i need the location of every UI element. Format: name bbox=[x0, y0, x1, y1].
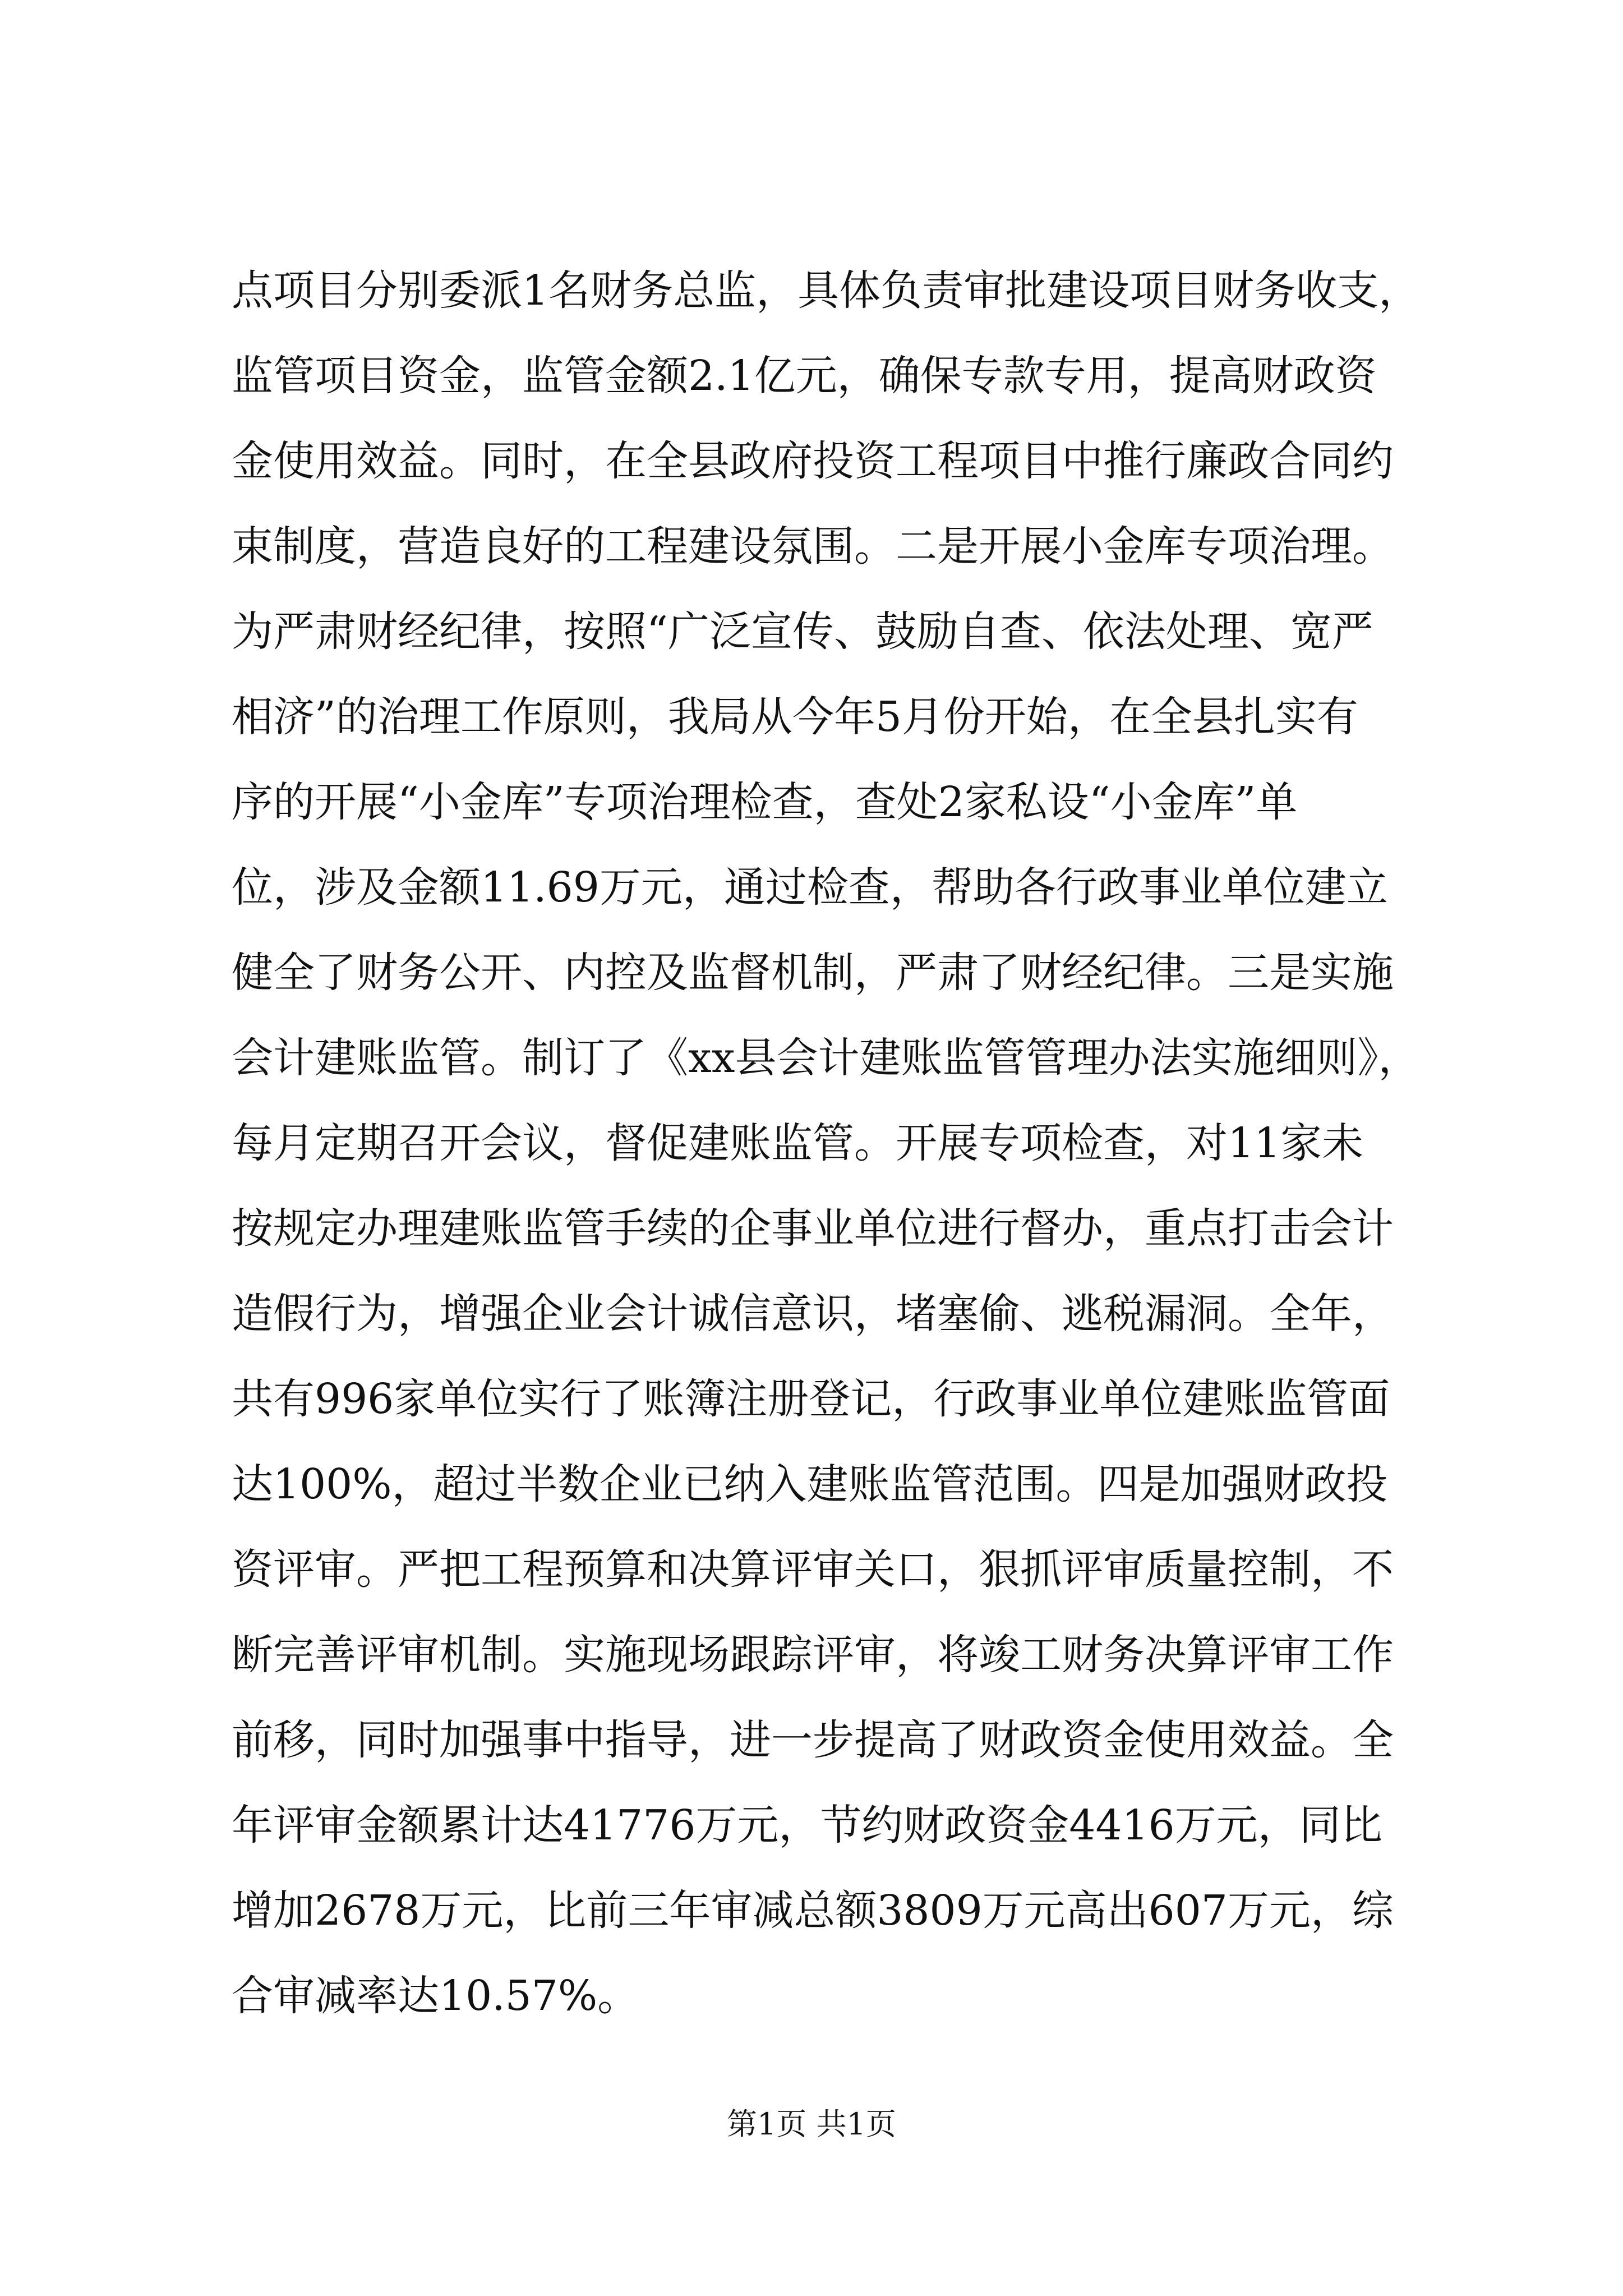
text-line: 合审减率达10.57%。 bbox=[232, 1972, 639, 2020]
text-line: 共有996家单位实行了账簿注册登记，行政事业单位建账监管面 bbox=[232, 1375, 1390, 1423]
text-line: 前移，同时加强事中指导，进一步提高了财政资金使用效益。全 bbox=[232, 1716, 1394, 1764]
text-line: 健全了财务公开、内控及监督机制，严肃了财经纪律。三是实施 bbox=[232, 949, 1394, 997]
text-line: 为严肃财经纪律，按照“广泛宣传、鼓励自查、依法处理、宽严 bbox=[232, 608, 1373, 656]
text-line: 束制度，营造良好的工程建设氛围。二是开展小金库专项治理。 bbox=[232, 522, 1394, 570]
text-line: 断完善评审机制。实施现场跟踪评审，将竣工财务决算评审工作 bbox=[232, 1631, 1394, 1679]
text-line: 会计建账监管。制订了《xx县会计建账监管管理办法实施细则》， bbox=[232, 1034, 1420, 1082]
text-line: 年评审金额累计达41776万元，节约财政资金4416万元，同比 bbox=[232, 1801, 1382, 1849]
text-line: 位，涉及金额11.69万元，通过检查，帮助各行政事业单位建立 bbox=[232, 863, 1388, 912]
text-line: 造假行为，增强企业会计诚信意识，堵塞偷、逃税漏洞。全年， bbox=[232, 1290, 1394, 1338]
text-line: 资评审。严把工程预算和决算评审关口，狠抓评审质量控制，不 bbox=[232, 1545, 1394, 1594]
text-line: 序的开展“小金库”专项治理检查，查处2家私设“小金库”单 bbox=[232, 778, 1298, 826]
text-line: 监管项目资金，监管金额2.1亿元，确保专款专用，提高财政资 bbox=[232, 352, 1377, 400]
page-number-footer: 第1页 共1页 bbox=[727, 2106, 896, 2142]
text-line: 相济”的治理工作原则，我局从今年5月份开始，在全县扎实有 bbox=[232, 693, 1358, 741]
text-line: 点项目分别委派1名财务总监，具体负责审批建设项目财务收支， bbox=[232, 266, 1421, 315]
text-line: 金使用效益。同时，在全县政府投资工程项目中推行廉政合同约 bbox=[232, 437, 1394, 485]
text-line: 每月定期召开会议，督促建账监管。开展专项检查，对11家未 bbox=[232, 1119, 1364, 1167]
text-line: 按规定办理建账监管手续的企事业单位进行督办，重点打击会计 bbox=[232, 1204, 1394, 1253]
text-line: 达100%，超过半数企业已纳入建账监管范围。四是加强财政投 bbox=[232, 1460, 1388, 1508]
text-line: 增加2678万元，比前三年审减总额3809万元高出607万元，综 bbox=[232, 1887, 1394, 1935]
